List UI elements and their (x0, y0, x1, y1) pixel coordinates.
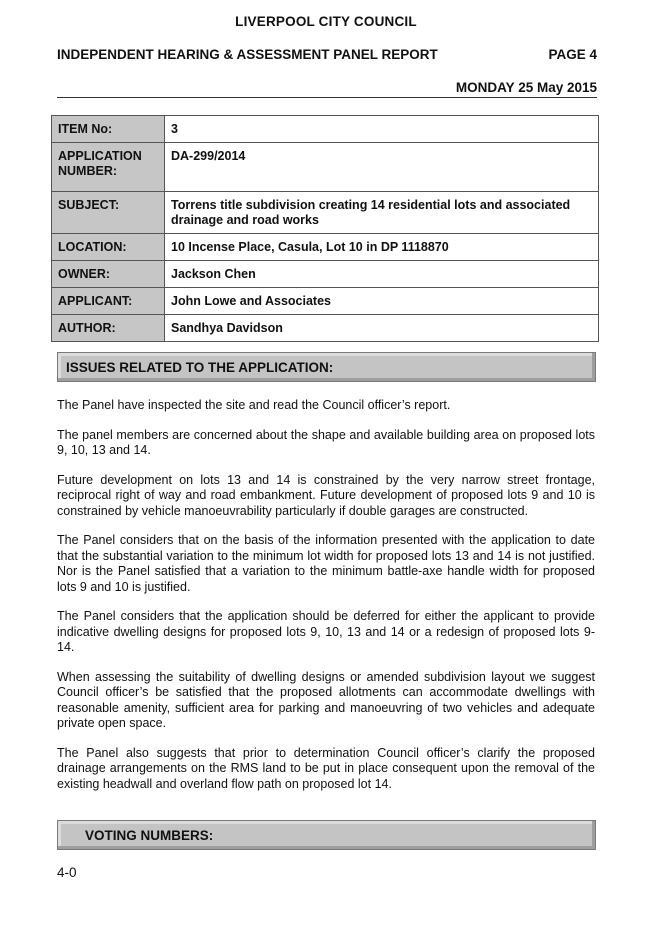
issues-section-header (57, 352, 596, 382)
details-label: AUTHOR: (52, 315, 165, 342)
application-details-table (51, 115, 599, 342)
issues-paragraph: The Panel considers that the application should be deferred for either the applicant to provide indicative dwelling designs for proposed lots 9, 10, 13 and 14 or a redesign of proposed lots 9-14. (57, 609, 595, 654)
voting-heading: VOTING NUMBERS: (85, 828, 214, 843)
details-value: John Lowe and Associates (165, 288, 599, 315)
report-header (57, 47, 597, 62)
issues-paragraph: The Panel also suggests that prior to determination Council officer’s clarify the proposed drainage arrangements on the RMS land to be put in place consequent upon the removal of the existing headwall and overland flow path on proposed lot 14. (57, 745, 595, 791)
header-divider (57, 97, 597, 98)
details-row-location (52, 234, 599, 261)
issues-paragraph: When assessing the suitability of dwelling designs or amended subdivision layout we suggest Council officer’s be satisfied that the proposed allotments can accommodate dwellings with reasonable amenity, sufficient area for parking and manoeuvring of two vehicles and adequate private open space. (57, 669, 595, 730)
details-value: Torrens title subdivision creating 14 residential lots and associated drainage and road works (165, 192, 599, 234)
issues-heading: ISSUES RELATED TO THE APPLICATION: (66, 360, 334, 375)
meeting-date: MONDAY 25 May 2015 (455, 80, 597, 95)
details-row-item (52, 116, 599, 143)
page-number: PAGE 4 (548, 47, 597, 62)
issues-body (57, 398, 595, 806)
details-value: DA-299/2014 (165, 143, 599, 192)
details-label: OWNER: (52, 261, 165, 288)
details-label: LOCATION: (52, 234, 165, 261)
details-label: ITEM No: (52, 116, 165, 143)
details-row-owner (52, 261, 599, 288)
issues-paragraph: Future development on lots 13 and 14 is constrained by the very narrow street frontage, reciprocal right of way and road embankment. Future development of proposed lots 9 and 10 is constrained by vehicle manoeuvrability particularly if double garages are constructed. (57, 472, 595, 518)
report-title: INDEPENDENT HEARING & ASSESSMENT PANEL REPORT (57, 47, 438, 62)
issues-paragraph: The Panel considers that on the basis of the information presented with the application to date that the substantial variation to the minimum lot width for proposed lots 13 and 14 is not justified. Nor is the Panel satisfied that a variation to the minimum battle-axe handle width for proposed lots 9 and 10 is justified. (57, 533, 595, 594)
details-label: APPLICATION NUMBER: (52, 143, 165, 192)
details-value: 10 Incense Place, Casula, Lot 10 in DP 1118870 (165, 234, 599, 261)
details-row-application-number (52, 143, 599, 192)
details-label: SUBJECT: (52, 192, 165, 234)
council-name: LIVERPOOL CITY COUNCIL (235, 14, 417, 29)
issues-paragraph: The Panel have inspected the site and read the Council officer’s report. (57, 398, 451, 412)
voting-result: 4-0 (57, 865, 77, 880)
details-value: 3 (165, 116, 599, 143)
details-row-applicant (52, 288, 599, 315)
details-row-subject (52, 192, 599, 234)
details-label: APPLICANT: (52, 288, 165, 315)
voting-section-header (57, 820, 596, 850)
details-row-author (52, 315, 599, 342)
details-value: Jackson Chen (165, 261, 599, 288)
issues-paragraph: The panel members are concerned about the shape and available building area on proposed lots 9, 10, 13 and 14. (57, 427, 595, 457)
details-value: Sandhya Davidson (165, 315, 599, 342)
